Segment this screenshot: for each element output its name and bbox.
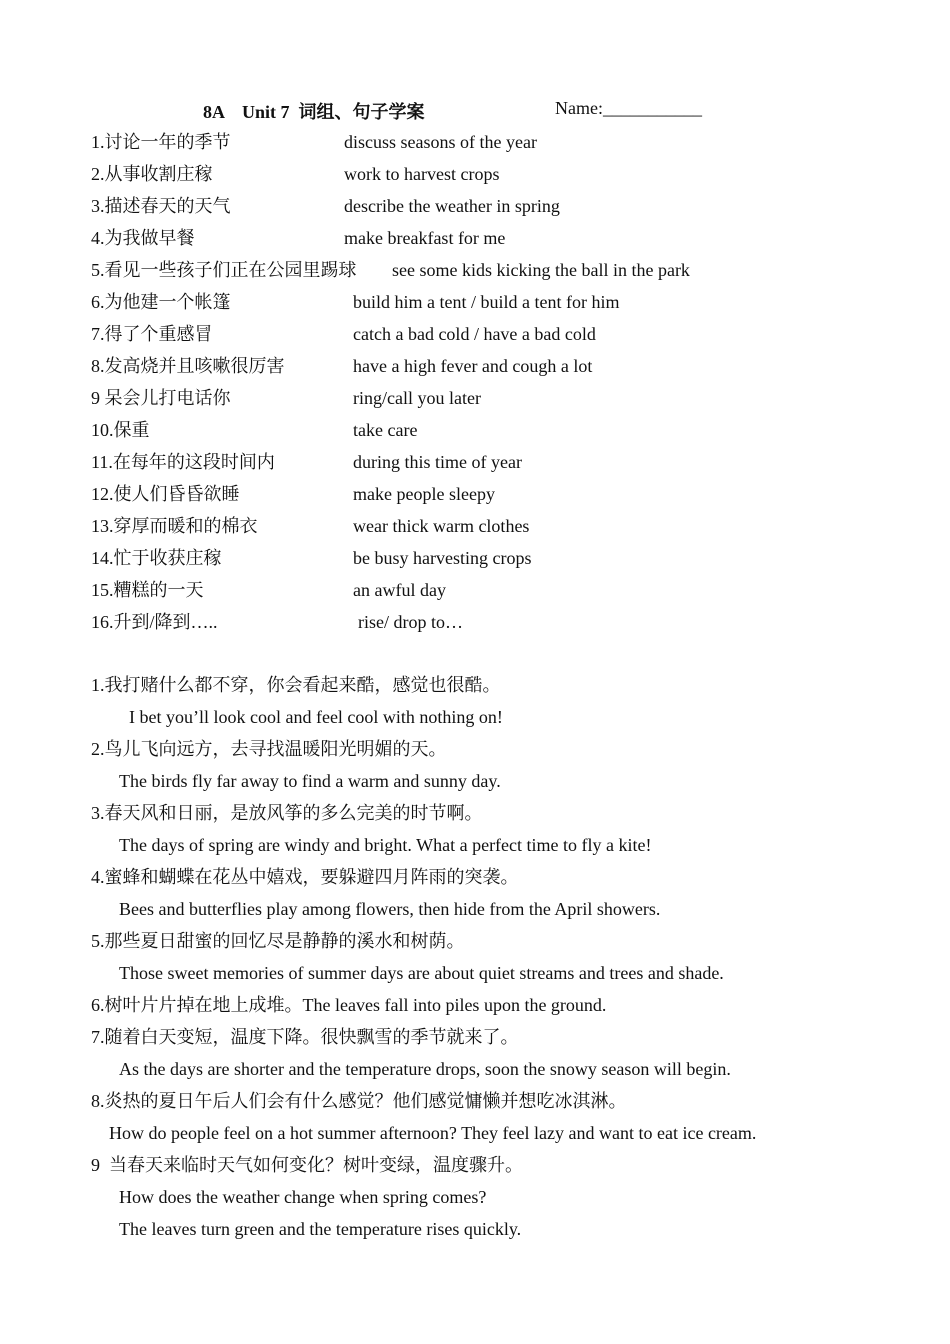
phrase-cn: 4.为我做早餐 — [91, 228, 195, 248]
phrase-en: see some kids kicking the ball in the park — [392, 260, 690, 280]
phrase-en: an awful day — [353, 580, 446, 600]
sentence-cn: 7.随着白天变短，温度下降。很快飘雪的季节就来了。 — [91, 1027, 519, 1047]
name-field-label: Name:___________ — [555, 98, 702, 118]
sentence-cn: 1.我打赌什么都不穿，你会看起来酷，感觉也很酷。 — [91, 675, 501, 695]
sentence-en: As the days are shorter and the temperature drops, soon the snowy season will begin. — [119, 1059, 731, 1079]
phrase-en: discuss seasons of the year — [344, 132, 537, 152]
sentence-en: How do people feel on a hot summer afternoon? They feel lazy and want to eat ice cream. — [109, 1123, 757, 1143]
phrase-en: describe the weather in spring — [344, 196, 560, 216]
sentence-cn: 9 当春天来临时天气如何变化？树叶变绿，温度骤升。 — [91, 1155, 523, 1175]
phrase-cn: 2.从事收割庄稼 — [91, 164, 213, 184]
sentence-en: I bet you’ll look cool and feel cool with nothing on! — [129, 707, 503, 727]
sentence-cn: 8.炎热的夏日午后人们会有什么感觉？他们感觉慵懒并想吃冰淇淋。 — [91, 1091, 627, 1111]
phrase-en: make breakfast for me — [344, 228, 506, 248]
header — [0, 98, 950, 124]
phrase-cn: 16.升到/降到….. — [91, 612, 218, 632]
page-title: 8A Unit 7 词组、句子学案 — [203, 102, 425, 122]
phrase-en: be busy harvesting crops — [353, 548, 532, 568]
sentence-cn: 4.蜜蜂和蝴蝶在花丛中嬉戏，要躲避四月阵雨的突袭。 — [91, 867, 519, 887]
sentence-en: The leaves turn green and the temperature rises quickly. — [119, 1219, 522, 1239]
phrase-cn: 5.看见一些孩子们正在公园里踢球 — [91, 260, 357, 280]
phrase-cn: 10.保重 — [91, 420, 150, 440]
phrase-en: during this time of year — [353, 452, 522, 472]
sentence-en: How does the weather change when spring comes? — [119, 1187, 487, 1207]
phrase-en: take care — [353, 420, 418, 440]
sentence-en: Bees and butterflies play among flowers, then hide from the April showers. — [119, 899, 661, 919]
phrase-cn: 1.讨论一年的季节 — [91, 132, 231, 152]
phrase-cn: 13.穿厚而暖和的棉衣 — [91, 516, 258, 536]
phrase-cn: 7.得了个重感冒 — [91, 324, 213, 344]
sentence-en: The birds fly far away to find a warm and sunny day. — [119, 771, 501, 791]
phrase-en: ring/call you later — [353, 388, 481, 408]
phrase-cn: 3.描述春天的天气 — [91, 196, 231, 216]
phrase-en: work to harvest crops — [344, 164, 500, 184]
phrase-en: wear thick warm clothes — [353, 516, 530, 536]
sentence-cn: 2.鸟儿飞向远方，去寻找温暖阳光明媚的天。 — [91, 739, 447, 759]
phrase-cn: 8.发高烧并且咳嗽很厉害 — [91, 356, 285, 376]
phrase-cn: 6.为他建一个帐篷 — [91, 292, 231, 312]
phrase-en: have a high fever and cough a lot — [353, 356, 593, 376]
sentence-en: The days of spring are windy and bright. What a perfect time to fly a kite! — [119, 835, 652, 855]
phrase-cn: 9 呆会儿打电话你 — [91, 388, 231, 408]
phrase-cn: 11.在每年的这段时间内 — [91, 452, 275, 472]
phrase-en: catch a bad cold / have a bad cold — [353, 324, 596, 344]
phrase-en: build him a tent / build a tent for him — [353, 292, 620, 312]
phrase-en: make people sleepy — [353, 484, 495, 504]
sentence-mixed: 6.树叶片片掉在地上成堆。The leaves fall into piles upon the ground. — [91, 995, 607, 1015]
phrase-cn: 12.使人们昏昏欲睡 — [91, 484, 240, 504]
sentence-en: Those sweet memories of summer days are about quiet streams and trees and shade. — [119, 963, 724, 983]
phrase-en: rise/ drop to… — [358, 612, 463, 632]
sentence-cn: 3.春天风和日丽，是放风筝的多么完美的时节啊。 — [91, 803, 483, 823]
phrase-cn: 15.糟糕的一天 — [91, 580, 204, 600]
phrase-cn: 14.忙于收获庄稼 — [91, 548, 222, 568]
sentence-cn: 5.那些夏日甜蜜的回忆尽是静静的溪水和树荫。 — [91, 931, 465, 951]
